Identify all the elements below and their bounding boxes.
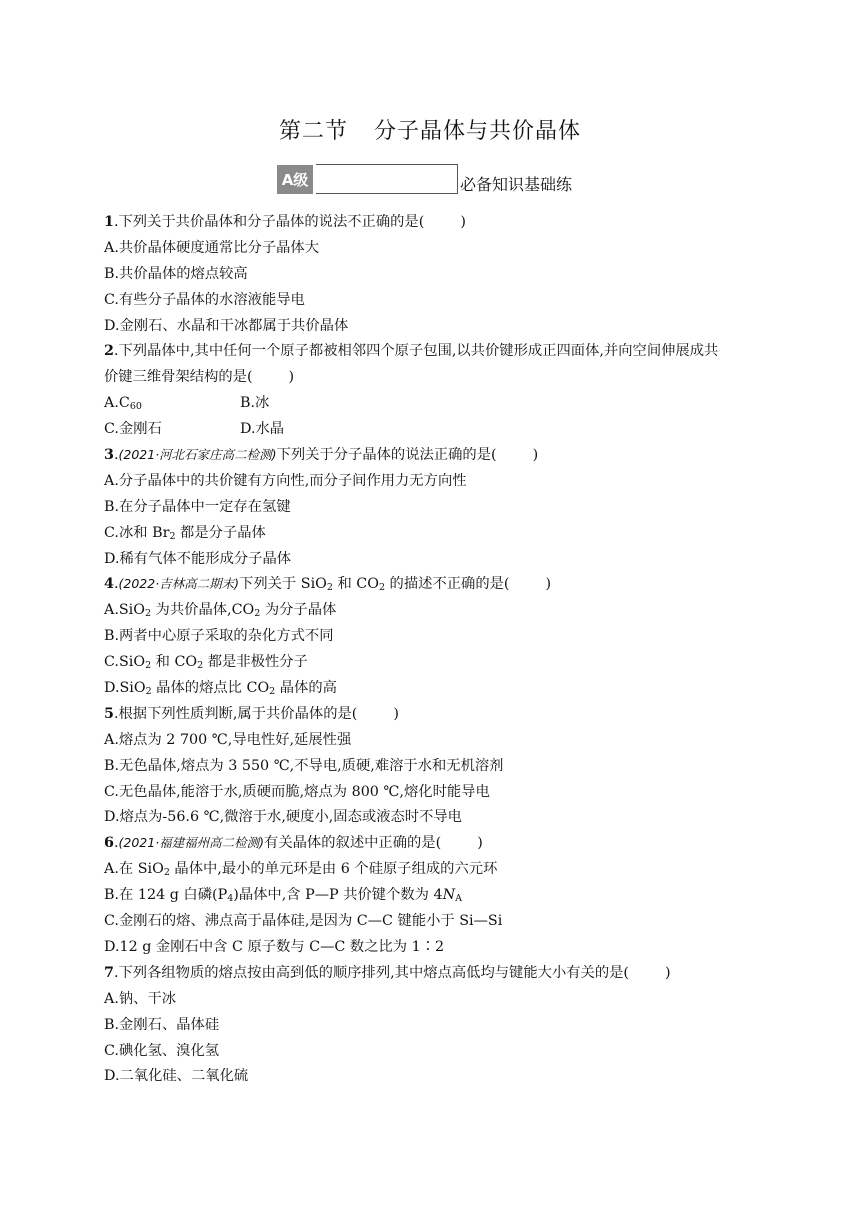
question-stem: 5.根据下列性质判断,属于共价晶体的是( ) xyxy=(104,705,399,722)
option: B.金刚石、晶体硅 xyxy=(104,1016,220,1033)
option: B.两者中心原子采取的杂化方式不同 xyxy=(104,628,334,645)
question-stem: 7.下列各组物质的熔点按由高到低的顺序排列,其中熔点高低均与键能大小有关的是( ) xyxy=(104,964,671,981)
option-row xyxy=(104,392,764,418)
section-title: 分子晶体与共价晶体 xyxy=(374,119,582,144)
option: D.SiO$_2$ 晶体的熔点比 $CO_2$ 晶体的高 xyxy=(104,680,337,698)
option-row xyxy=(104,418,764,444)
option: A.在 SiO$_2$ 晶体中,最小的单元环是由 6 个硅原子组成的六元环 xyxy=(104,861,498,879)
question-stem: 1.下列关于共价晶体和分子晶体的说法不正确的是( ) xyxy=(104,214,466,230)
option: $A.C_{60}$ xyxy=(104,395,142,413)
question-stem: 2.下列晶体中,其中任何一个原子都被相邻四个原子包围,以共价键形成正四面体,并向空间伸展成共 xyxy=(104,343,719,360)
option: C.金刚石 xyxy=(104,421,162,438)
question-list xyxy=(104,211,764,1091)
question-stem: 3.(2021·河北石家庄高二检测)下列关于分子晶体的说法正确的是( ) xyxy=(104,447,539,464)
option: D.水晶 xyxy=(240,421,285,438)
question-stem-continued: 价键三维骨架结构的是( ) xyxy=(104,369,295,386)
level-header xyxy=(277,164,572,194)
option: B.在分子晶体中一定存在氢键 xyxy=(104,498,291,515)
option: C.无色晶体,能溶于水,质硬而脆,熔点为 800 ℃,熔化时能导电 xyxy=(104,783,490,800)
level-badge: A级 xyxy=(277,165,313,194)
question-source: (2022·吉林高二期末) xyxy=(118,576,240,592)
option: A.分子晶体中的共价键有方向性,而分子间作用力无方向性 xyxy=(104,472,467,489)
option: D.二氧化硅、二氧化硫 xyxy=(104,1068,249,1085)
option: D.金刚石、水晶和干冰都属于共价晶体 xyxy=(104,317,349,334)
option: C.SiO$_2$ 和 $CO_2$ 都是非极性分子 xyxy=(104,654,308,672)
option: A.熔点为 2 700 ℃,导电性好,延展性强 xyxy=(104,731,352,748)
option: D.熔点为-56.6 ℃,微溶于水,硬度小,固态或液态时不导电 xyxy=(104,809,462,826)
option: B.共价晶体的熔点较高 xyxy=(104,265,248,282)
question-stem: 6.(2021·福建福州高二检测)有关晶体的叙述中正确的是( ) xyxy=(104,835,483,852)
question-source: (2021·河北石家庄高二检测) xyxy=(118,447,277,463)
level-label: 必备知识基础练 xyxy=(460,175,573,194)
page-title xyxy=(0,114,860,145)
section-number: 第二节 xyxy=(278,119,348,144)
option: A.SiO$_2$ 为共价晶体$,CO_2$ 为分子晶体 xyxy=(104,602,337,620)
option: C.金刚石的熔、沸点高于晶体硅,是因为 C—C 键能小于 Si—Si xyxy=(104,913,503,930)
question-stem: 4.(2022·吉林高二期末)下列关于 SiO$_2$ 和 $CO_2$ 的描述不正确的是( ) xyxy=(104,576,552,594)
level-box xyxy=(316,164,458,194)
option: D.12 g 金刚石中含 C 原子数与 C—C 数之比为 1∶2 xyxy=(104,938,445,955)
option: D.稀有气体不能形成分子晶体 xyxy=(104,550,292,567)
option: B.冰 xyxy=(240,395,270,412)
question-source: (2021·福建福州高二检测) xyxy=(118,835,265,851)
option: B.无色晶体,熔点为 3 550 ℃,不导电,质硬,难溶于水和无机溶剂 xyxy=(104,757,504,774)
option: C.冰和 $Br_2$ 都是分子晶体 xyxy=(104,524,266,542)
option: A.共价晶体硬度通常比分子晶体大 xyxy=(104,239,320,256)
option: C.碘化氢、溴化氢 xyxy=(104,1042,220,1059)
option: B.在 124 g 白磷$(P_4)$晶体中,含 P—P 共价键个数为 $4N_A$ xyxy=(104,887,463,905)
option: A.钠、干冰 xyxy=(104,990,177,1007)
option: C.有些分子晶体的水溶液能导电 xyxy=(104,291,305,308)
